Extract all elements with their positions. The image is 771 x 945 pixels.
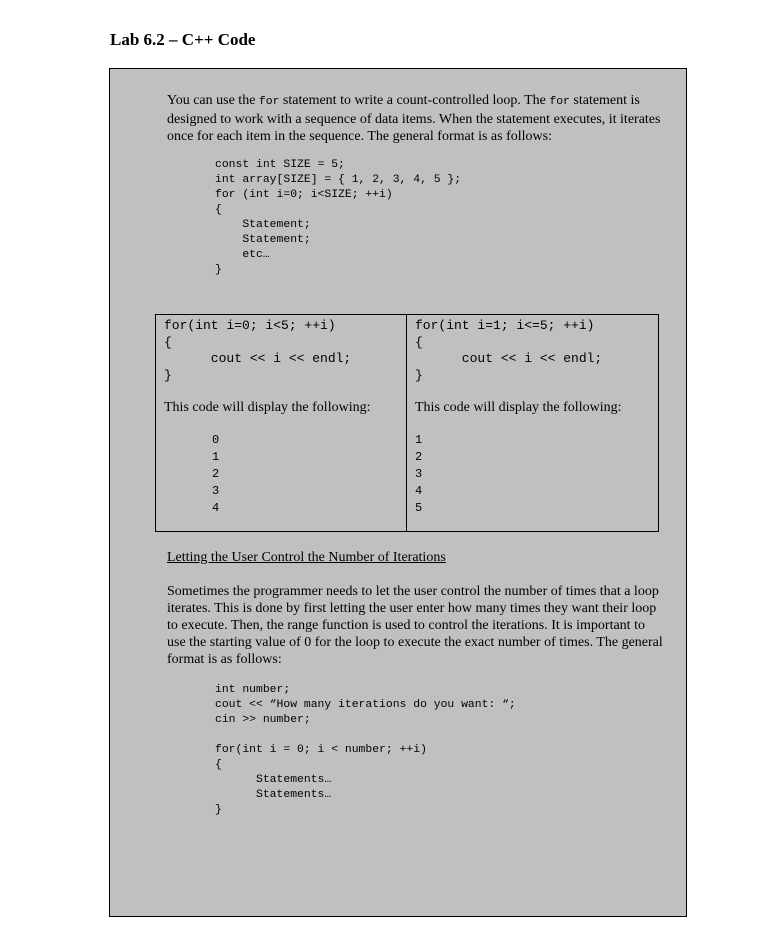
examples-table xyxy=(155,314,659,532)
intro-for-keyword-2: for xyxy=(549,96,570,108)
output-line: 2 xyxy=(212,467,220,481)
example-cell-2 xyxy=(407,315,658,531)
output-line: 3 xyxy=(212,484,220,498)
intro-text-1: You can use the xyxy=(167,93,259,108)
output-line: 3 xyxy=(415,467,423,481)
intro-text-3: statement is designed to work with a sequence of data items. When the statement executes, it iterates once for each item in the sequence. The general format is as follows: xyxy=(167,93,661,144)
output-line: 1 xyxy=(415,433,423,447)
example-caption-1: This code will display the following: xyxy=(164,400,371,415)
example-code-2: for(int i=1; i<=5; ++i) { cout << i << endl; } xyxy=(415,318,603,383)
output-line: 2 xyxy=(415,450,423,464)
intro-text-2: statement to write a count-controlled loop. The xyxy=(279,93,550,108)
output-line: 1 xyxy=(212,450,220,464)
intro-paragraph xyxy=(167,92,667,145)
section-heading: Letting the User Control the Number of Iterations xyxy=(167,550,446,565)
output-line: 0 xyxy=(212,433,220,447)
general-format-code: const int SIZE = 5; int array[SIZE] = { 1, 2, 3, 4, 5 }; for (int i=0; i<SIZE; ++i) { Statement; Statement; etc… } xyxy=(215,159,462,276)
output-line: 5 xyxy=(415,501,423,515)
section-paragraph: Sometimes the programmer needs to let the user control the number of times that a loop iterates. This is done by first letting the user enter how many times they want their loop to execute. Then, the range function is used to control the iterations. It is important to use the starting value of 0 for the loop to execute the exact number of times. The general format is as follows: xyxy=(167,584,663,667)
example-code-1: for(int i=0; i<5; ++i) { cout << i << endl; } xyxy=(164,318,352,383)
example-cell-1 xyxy=(156,315,407,531)
example-output-1 xyxy=(212,432,219,517)
user-loop-code: for(int i = 0; i < number; ++i) { Statements… Statements… } xyxy=(215,744,427,816)
example-caption-2: This code will display the following: xyxy=(415,400,622,415)
intro-for-keyword-1: for xyxy=(258,96,280,108)
output-line: 4 xyxy=(415,484,423,498)
page-title: Lab 6.2 – C++ Code xyxy=(110,30,256,49)
output-line: 4 xyxy=(212,501,220,515)
example-output-2 xyxy=(415,432,422,517)
user-input-code: int number; cout << “How many iterations do you want: “; cin >> number; xyxy=(215,684,516,726)
